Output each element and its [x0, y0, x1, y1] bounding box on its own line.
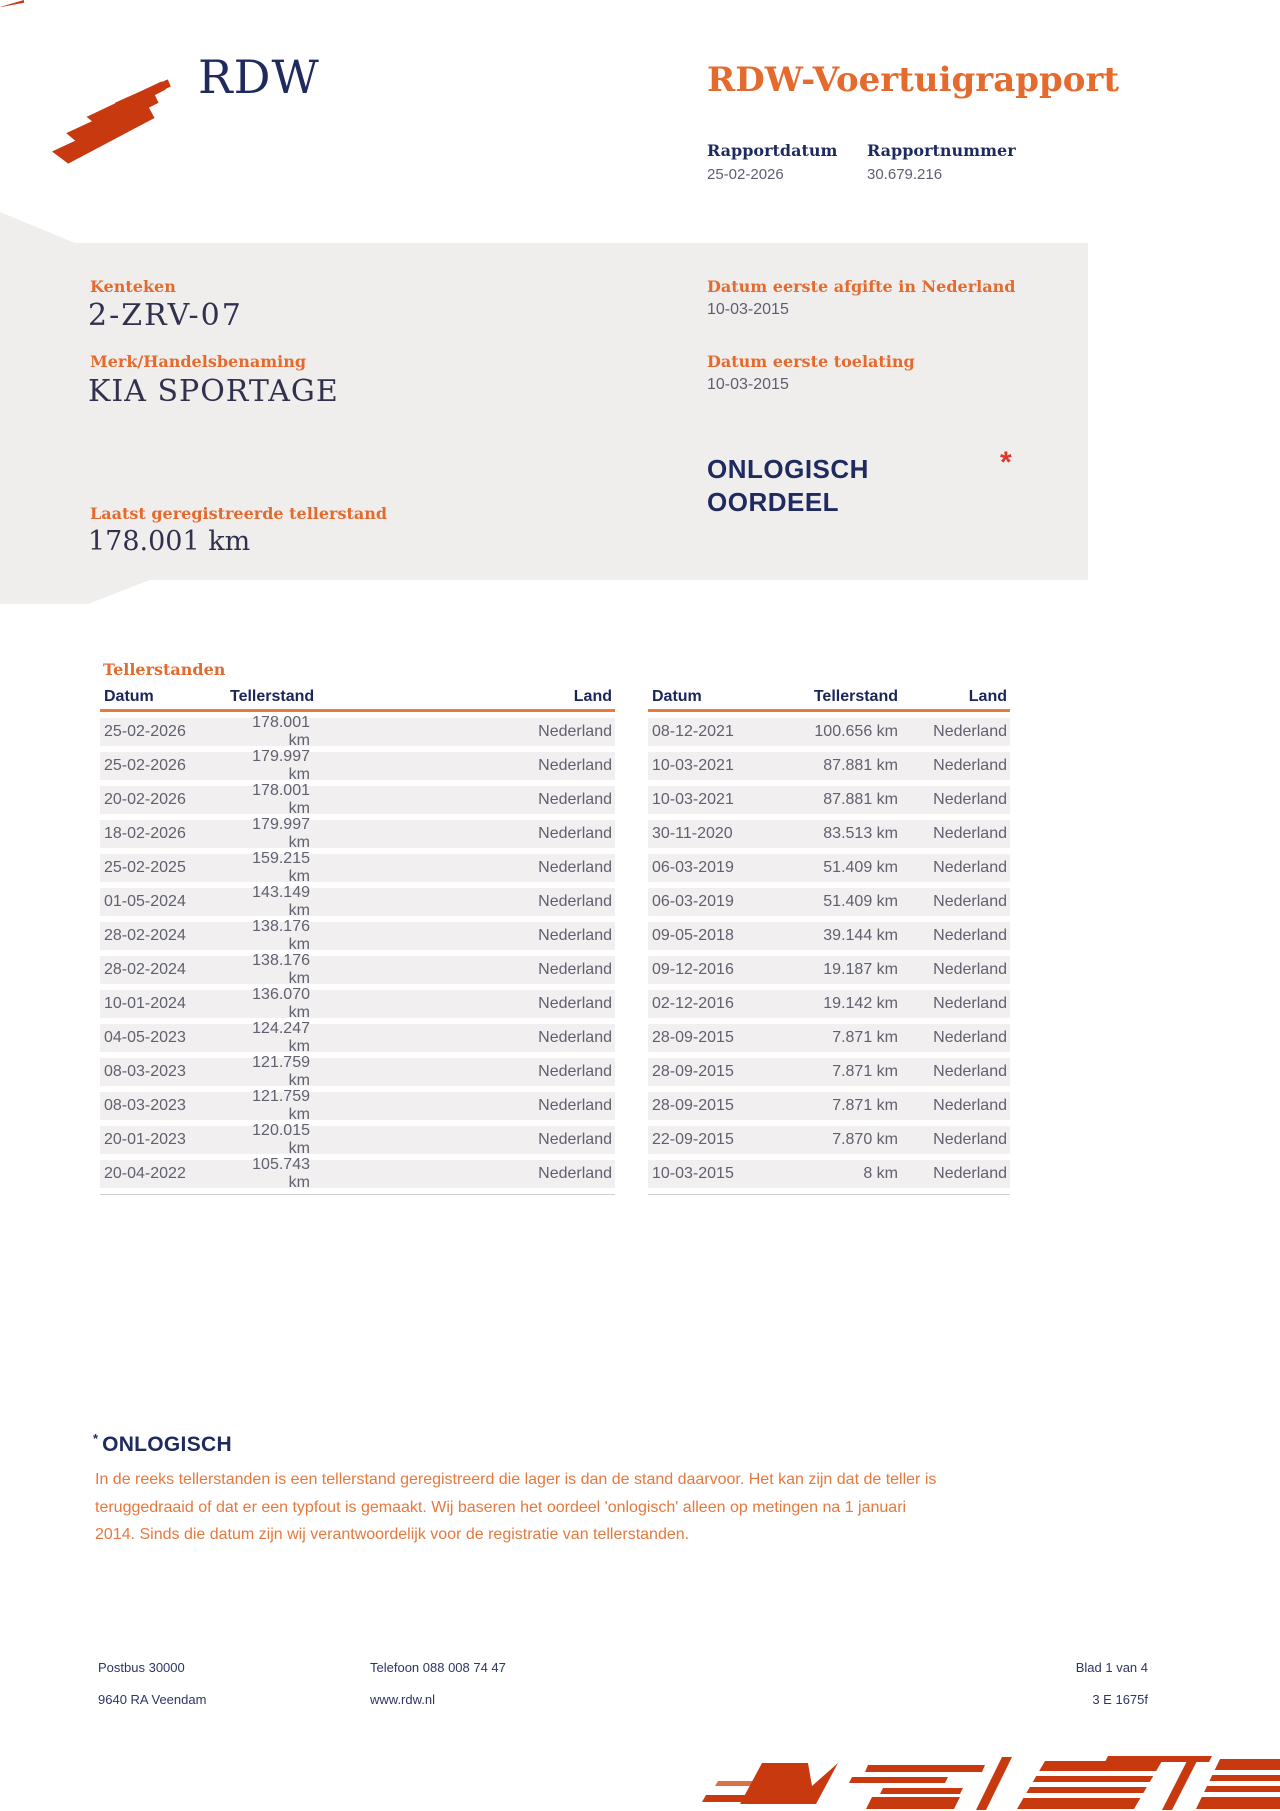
footer-website: www.rdw.nl [370, 1692, 436, 1707]
cell-land: Nederland [933, 1029, 1007, 1046]
cell-datum: 02-12-2016 [652, 995, 734, 1012]
explanation-title: ONLOGISCH [102, 1433, 232, 1456]
cell-land: Nederland [538, 723, 612, 740]
merk-label: Merk/Handelsbenaming [90, 352, 307, 371]
cell-tellerstand: 143.149 km [252, 884, 310, 919]
table-bottom-rule [648, 1194, 1010, 1195]
col-header-land: Land [573, 688, 612, 705]
tellerstand-row [100, 952, 615, 987]
cell-datum: 20-04-2022 [104, 1165, 186, 1182]
cell-datum: 28-02-2024 [104, 961, 186, 978]
tellerstand-row [100, 714, 615, 749]
rdw-feather-logo-icon [52, 76, 184, 168]
cell-tellerstand: 87.881 km [823, 791, 898, 808]
cell-land: Nederland [538, 961, 612, 978]
cell-land: Nederland [538, 1029, 612, 1046]
cell-land: Nederland [538, 859, 612, 876]
report-number-label: Rapportnummer [867, 141, 1016, 160]
cell-tellerstand: 19.187 km [823, 961, 898, 978]
cell-datum: 08-03-2023 [104, 1063, 186, 1080]
cell-tellerstand: 179.997 km [252, 816, 310, 851]
cell-datum: 04-05-2023 [104, 1029, 186, 1046]
cell-tellerstand: 7.870 km [832, 1131, 898, 1148]
cell-tellerstand: 87.881 km [823, 757, 898, 774]
oordeel-asterisk: * [1000, 446, 1012, 479]
cell-datum: 28-09-2015 [652, 1097, 734, 1114]
cell-datum: 25-02-2025 [104, 859, 186, 876]
tellerstand-row [648, 1024, 1010, 1052]
explanation-asterisk: * [93, 1431, 99, 1446]
cell-land: Nederland [933, 1063, 1007, 1080]
cell-datum: 09-12-2016 [652, 961, 734, 978]
cell-tellerstand: 105.743 km [252, 1156, 310, 1191]
corner-stripe-decoration [0, 0, 24, 7]
cell-tellerstand: 19.142 km [823, 995, 898, 1012]
table-header-row [100, 690, 615, 712]
col-header-datum: Datum [104, 688, 154, 705]
cell-land: Nederland [538, 1097, 612, 1114]
cell-datum: 01-05-2024 [104, 893, 186, 910]
cell-tellerstand: 8 km [863, 1165, 898, 1182]
cell-datum: 20-02-2026 [104, 791, 186, 808]
footer-phone: Telefoon 088 008 74 47 [370, 1660, 506, 1675]
cell-datum: 06-03-2019 [652, 893, 734, 910]
kenteken-value: 2-ZRV-07 [88, 298, 243, 333]
cell-datum: 30-11-2020 [652, 825, 733, 842]
cell-land: Nederland [538, 1165, 612, 1182]
cell-land: Nederland [933, 927, 1007, 944]
cell-land: Nederland [538, 757, 612, 774]
cell-datum: 10-03-2021 [652, 757, 734, 774]
page-title: RDW-Voertuigrapport [707, 60, 1120, 100]
tellerstand-row [100, 748, 615, 783]
cell-land: Nederland [538, 995, 612, 1012]
cell-datum: 25-02-2026 [104, 723, 186, 740]
afgifte-value: 10-03-2015 [707, 301, 789, 318]
merk-value: KIA SPORTAGE [88, 374, 339, 409]
cell-land: Nederland [933, 859, 1007, 876]
tellerstand-row [648, 854, 1010, 882]
oordeel-line1: ONLOGISCH [707, 454, 869, 484]
tellerstand-row [648, 820, 1010, 848]
tellerstanden-table-left [100, 690, 615, 1195]
laatste-tellerstand-value: 178.001 km [88, 526, 251, 557]
cell-tellerstand: 178.001 km [252, 714, 310, 749]
explanation-body: In de reeks tellerstanden is een tellerstand geregistreerd die lager is dan de stand daarvoor. Het kan zijn dat de teller is teruggedraaid of dat er een typfout is gemaakt. Wij baseren het oordeel 'onlogisch' alleen op metingen na 1 januari 2014. Sinds die datum zijn wij verantwoordelijk voor de registratie van tellerstanden. [95, 1471, 937, 1543]
tellerstand-row [648, 1092, 1010, 1120]
toelating-label: Datum eerste toelating [707, 352, 915, 371]
col-header-datum: Datum [652, 688, 702, 705]
cell-datum: 18-02-2026 [104, 825, 186, 842]
tellerstand-row [648, 956, 1010, 984]
cell-datum: 20-01-2023 [104, 1131, 186, 1148]
cell-datum: 28-09-2015 [652, 1063, 734, 1080]
footer-page-number: Blad 1 van 4 [1075, 1660, 1148, 1675]
tellerstand-row [100, 1020, 615, 1055]
cell-land: Nederland [933, 825, 1007, 842]
afgifte-label: Datum eerste afgifte in Nederland [707, 277, 1016, 296]
tellerstand-row [100, 850, 615, 885]
cell-land: Nederland [538, 927, 612, 944]
cell-land: Nederland [933, 791, 1007, 808]
tellerstand-row [648, 1160, 1010, 1188]
cell-land: Nederland [538, 1131, 612, 1148]
tellerstand-row [100, 1122, 615, 1157]
cell-datum: 22-09-2015 [652, 1131, 734, 1148]
oordeel-text [707, 453, 869, 519]
tellerstand-row [648, 752, 1010, 780]
cell-land: Nederland [933, 723, 1007, 740]
tellerstand-row [100, 816, 615, 851]
cell-land: Nederland [538, 825, 612, 842]
cell-tellerstand: 51.409 km [823, 893, 898, 910]
cell-tellerstand: 7.871 km [832, 1097, 898, 1114]
cell-land: Nederland [933, 1165, 1007, 1182]
cell-datum: 09-05-2018 [652, 927, 734, 944]
cell-land: Nederland [538, 1063, 612, 1080]
toelating-value: 10-03-2015 [707, 376, 789, 393]
cell-land: Nederland [538, 791, 612, 808]
cell-land: Nederland [933, 757, 1007, 774]
cell-tellerstand: 100.656 km [814, 723, 898, 740]
cell-tellerstand: 7.871 km [832, 1063, 898, 1080]
cell-tellerstand: 179.997 km [252, 748, 310, 783]
tellerstand-row [648, 990, 1010, 1018]
cell-tellerstand: 121.759 km [252, 1054, 310, 1089]
oordeel-line2: OORDEEL [707, 487, 840, 517]
cell-tellerstand: 7.871 km [832, 1029, 898, 1046]
tellerstand-row [648, 786, 1010, 814]
table-body-left [100, 714, 615, 1191]
footer-address-line2: 9640 RA Veendam [98, 1692, 207, 1707]
cell-land: Nederland [538, 893, 612, 910]
cell-datum: 10-03-2015 [652, 1165, 734, 1182]
cell-datum: 25-02-2026 [104, 757, 186, 774]
tellerstand-row [100, 884, 615, 919]
cell-tellerstand: 121.759 km [252, 1088, 310, 1123]
cell-tellerstand: 138.176 km [252, 952, 310, 987]
cell-tellerstand: 124.247 km [252, 1020, 310, 1055]
cell-tellerstand: 136.070 km [252, 986, 310, 1021]
cell-land: Nederland [933, 1097, 1007, 1114]
cell-tellerstand: 51.409 km [823, 859, 898, 876]
cell-datum: 06-03-2019 [652, 859, 734, 876]
col-header-tellerstand: Tellerstand [230, 688, 315, 705]
cell-tellerstand: 39.144 km [823, 927, 898, 944]
cell-datum: 10-03-2021 [652, 791, 734, 808]
tellerstand-row [648, 1058, 1010, 1086]
cell-datum: 10-01-2024 [104, 995, 186, 1012]
cell-tellerstand: 120.015 km [252, 1122, 310, 1157]
cell-land: Nederland [933, 995, 1007, 1012]
cell-datum: 28-02-2024 [104, 927, 186, 944]
cell-land: Nederland [933, 961, 1007, 978]
tellerstand-row [648, 922, 1010, 950]
table-body-right [648, 718, 1010, 1188]
rdw-logo-text: RDW [198, 50, 320, 104]
tellerstand-row [648, 888, 1010, 916]
col-header-tellerstand: Tellerstand [813, 688, 898, 705]
table-bottom-rule [100, 1194, 615, 1195]
cell-land: Nederland [933, 1131, 1007, 1148]
tellerstand-row [100, 1156, 615, 1191]
tellerstand-row [100, 1054, 615, 1089]
col-header-land: Land [968, 688, 1007, 705]
cell-tellerstand: 159.215 km [252, 850, 310, 885]
footer-address-line1: Postbus 30000 [98, 1660, 185, 1675]
cell-tellerstand: 83.513 km [823, 825, 898, 842]
cell-land: Nederland [933, 893, 1007, 910]
cell-tellerstand: 138.176 km [252, 918, 310, 953]
tellerstand-row [100, 986, 615, 1021]
report-date-value: 25-02-2026 [707, 166, 784, 183]
cell-datum: 08-03-2023 [104, 1097, 186, 1114]
footer-form-code: 3 E 1675f [1092, 1692, 1148, 1707]
tellerstand-row [100, 782, 615, 817]
table-header-row [648, 690, 1010, 712]
report-number-value: 30.679.216 [867, 166, 943, 183]
footer-stripes-decoration-icon [700, 1756, 1280, 1811]
report-date-label: Rapportdatum [707, 141, 838, 160]
cell-tellerstand: 178.001 km [252, 782, 310, 817]
tellerstand-row [100, 918, 615, 953]
cell-datum: 28-09-2015 [652, 1029, 734, 1046]
cell-datum: 08-12-2021 [652, 723, 734, 740]
laatste-tellerstand-label: Laatst geregistreerde tellerstand [90, 504, 388, 523]
tellerstand-row [648, 1126, 1010, 1154]
tellerstanden-table-right [648, 690, 1010, 1195]
tellerstanden-section-title: Tellerstanden [103, 660, 226, 679]
explanation-heading [93, 1431, 232, 1457]
tellerstand-row [648, 718, 1010, 746]
tellerstand-row [100, 1088, 615, 1123]
kenteken-label: Kenteken [90, 277, 176, 296]
